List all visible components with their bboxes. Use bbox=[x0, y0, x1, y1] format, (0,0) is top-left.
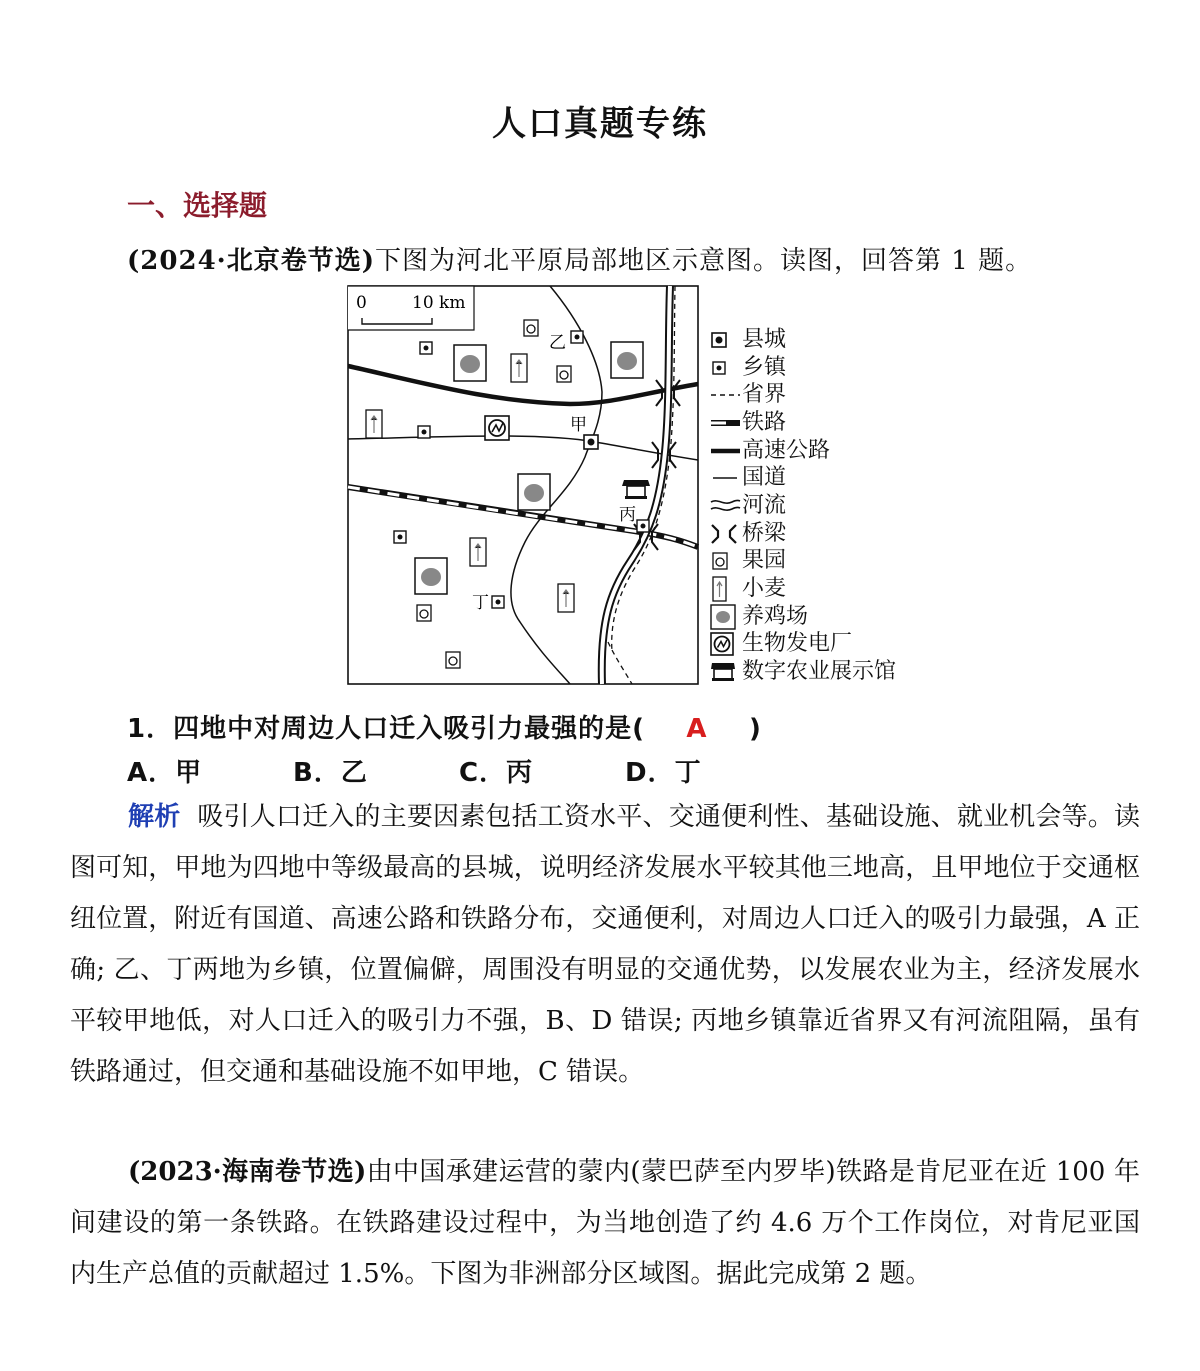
legend-row bbox=[710, 464, 896, 492]
bridge-icon bbox=[710, 523, 742, 545]
scale-label: 10 km bbox=[412, 293, 466, 313]
legend-row bbox=[710, 354, 896, 382]
county-seat-icon bbox=[710, 330, 730, 350]
options-row bbox=[127, 752, 745, 789]
intro-1-text: 下图为河北平原局部地区示意图。读图，回答第 1 题。 bbox=[375, 246, 1033, 276]
page-title: 人口真题专练 bbox=[492, 104, 708, 144]
county-seat-jia bbox=[584, 435, 598, 449]
legend-label: 铁路 bbox=[742, 409, 787, 435]
answer-mark: A bbox=[686, 714, 708, 744]
question-1-close: ) bbox=[748, 714, 762, 744]
legend-label: 数字农业展示馆 bbox=[742, 659, 897, 685]
legend-label: 高速公路 bbox=[742, 437, 831, 463]
railway-icon bbox=[710, 413, 742, 433]
intro-2 bbox=[70, 1147, 1140, 1300]
place-ding: 丁 bbox=[472, 593, 489, 613]
legend-label: 河流 bbox=[742, 492, 787, 518]
legend-label: 县城 bbox=[742, 326, 787, 352]
legend-row bbox=[710, 409, 896, 437]
legend-label: 小麦 bbox=[742, 576, 787, 602]
digital-agriculture-hall-icon bbox=[622, 480, 650, 499]
legend-label: 桥梁 bbox=[742, 520, 787, 546]
scale-zero: 0 bbox=[356, 293, 367, 313]
option-a: A．甲 bbox=[127, 758, 203, 788]
hebei-plain-map bbox=[340, 282, 710, 688]
place-yi: 乙 bbox=[549, 333, 566, 353]
legend-row bbox=[710, 575, 896, 603]
option-d: D．丁 bbox=[625, 758, 702, 788]
question-1 bbox=[127, 708, 762, 745]
intro-2-text: 由中国承建运营的蒙内(蒙巴萨至内罗毕)铁路是肯尼亚在近 100 年间建设的第一条铁路。在铁路建设过程中，为当地创造了约 4.6 万个工作岗位，对肯尼亚国内生产总值的贡献超过 1.5%。下图为非洲部分区域图。据此完成第 2 题。 bbox=[70, 1157, 1140, 1289]
intro-1-source: (2024·北京卷节选) bbox=[127, 246, 376, 276]
section-heading: 一、选择题 bbox=[127, 189, 268, 222]
legend-row bbox=[710, 381, 896, 409]
legend-label: 省界 bbox=[742, 382, 787, 408]
township-icon bbox=[710, 358, 730, 378]
analysis bbox=[70, 792, 1140, 1098]
legend-label: 果园 bbox=[742, 548, 787, 574]
option-b: B．乙 bbox=[293, 758, 368, 788]
legend-row bbox=[710, 658, 896, 686]
place-bing: 丙 bbox=[619, 505, 636, 525]
legend-row bbox=[710, 631, 896, 659]
legend-label: 养鸡场 bbox=[742, 603, 809, 629]
legend-label: 生物发电厂 bbox=[742, 631, 853, 657]
legend-row bbox=[710, 520, 896, 548]
place-jia: 甲 bbox=[570, 415, 587, 435]
legend-row bbox=[710, 326, 896, 354]
legend-row bbox=[710, 437, 896, 465]
bio-power-plant-icon bbox=[485, 416, 509, 440]
option-c: C．丙 bbox=[459, 758, 534, 788]
national-road-icon bbox=[710, 468, 742, 488]
provincial-boundary-icon bbox=[710, 385, 742, 405]
analysis-text: 吸引人口迁入的主要因素包括工资水平、交通便利性、基础设施、就业机会等。读图可知，甲地为四地中等级最高的县城，说明经济发展水平较其他三地高，且甲地位于交通枢纽位置，附近有国道、高速公路和铁路分布，交通便利，对周边人口迁入的吸引力最强，A 正确; 乙、丁两地为乡镇，位置偏僻，周围没有明显的交通优势，以发展农业为主，经济发展水平较甲地低，对人口迁入的吸引力不强，B、D 错误; 丙地乡镇靠近省界又有河流阻隔，虽有铁路通过，但交通和基础设施不如甲地，C 错误。 bbox=[70, 802, 1140, 1087]
map-legend bbox=[710, 326, 896, 686]
legend-row bbox=[710, 492, 896, 520]
digital-agriculture-hall-icon bbox=[710, 661, 736, 683]
analysis-label: 解析 bbox=[128, 802, 181, 832]
legend-label: 乡镇 bbox=[742, 354, 787, 380]
intro-2-source: (2023·海南卷节选) bbox=[128, 1157, 367, 1187]
chicken-farm-icon bbox=[710, 604, 738, 630]
legend-label: 国道 bbox=[742, 465, 787, 491]
expressway-icon bbox=[710, 441, 742, 461]
orchard-icon bbox=[710, 550, 730, 572]
wheat-icon bbox=[710, 576, 730, 602]
bio-power-plant-icon bbox=[710, 632, 736, 656]
legend-row bbox=[710, 548, 896, 576]
legend-row bbox=[710, 603, 896, 631]
river-icon bbox=[710, 496, 742, 516]
question-1-stem: 1．四地中对周边人口迁入吸引力最强的是( bbox=[127, 714, 645, 744]
intro-1 bbox=[127, 240, 1032, 277]
